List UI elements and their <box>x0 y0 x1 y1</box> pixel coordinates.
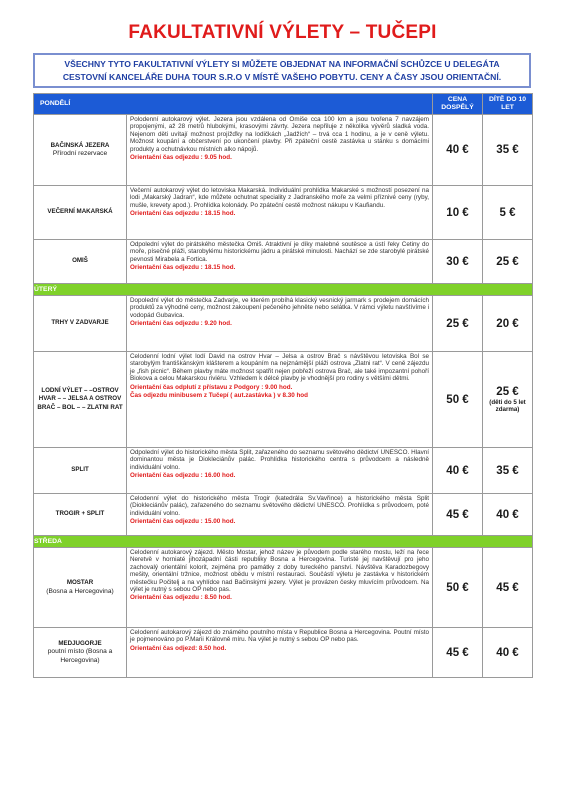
trip-name: LODNÍ VÝLET – –OSTROV HVAR – – JELSA A OSTROV BRAČ – BOL – – ZLATNI RAT <box>37 387 123 411</box>
trip-name-cell <box>34 548 127 628</box>
trip-description-cell <box>127 352 433 448</box>
trips-table <box>33 93 533 678</box>
departure-time: Orientační čas odplutí z přístavu z Podgory : 9.00 hod. <box>130 383 293 391</box>
trip-name-cell <box>34 186 127 240</box>
child-price-cell <box>483 628 533 678</box>
departure-time: Orientační čas odjezdu : 18.15 hod. <box>130 210 236 218</box>
table-header-row <box>34 94 533 115</box>
trip-row <box>34 628 533 678</box>
child-price-cell <box>483 186 533 240</box>
child-price-header: DÍTĚ DO 10 LET <box>483 94 533 115</box>
trip-subtitle: (Bosna a Hercegovina) <box>46 587 114 595</box>
trip-description-cell <box>127 186 433 240</box>
child-price-cell <box>483 494 533 536</box>
trip-description: Večerní autokarový výlet do letoviska Makarská. Individuální prohlídka Makarské s možností posezení na lodi „Makarský Jadran“, kde můžete ochutnat speciality z Jadranského moře za velmi příznivé ceny (ryby, mušle, krevety apod.). Prohlídka kolonády. Po zpáteční cestě možnost nákupu v Kaufiandu. <box>130 187 429 209</box>
day-section-label: ÚTERÝ <box>34 284 533 296</box>
notice-line-2: CESTOVNÍ KANCELÁŘE DUHA TOUR S.R.O V MÍSTĚ VAŠEHO POBYTU. CENY A ČASY JSOU ORIENTAČNÍ. <box>62 71 502 82</box>
order-notice <box>33 53 531 88</box>
trip-subtitle: Přírodní rezervace <box>52 150 108 157</box>
adult-price: 30 € <box>433 240 483 284</box>
child-price-cell <box>483 296 533 352</box>
day-section-row <box>34 284 533 296</box>
trip-row <box>34 448 533 494</box>
trip-description-cell <box>127 494 433 536</box>
trip-name-cell <box>34 352 127 448</box>
child-price-cell <box>483 240 533 284</box>
trip-description: Polodenní autokarový výlet. Jezera jsou vzdálena od Omiše cca 100 km a jsou tvořena 7 navzájem propojenými, až 28 metrů hlubokými, krasovými závrty. Jezera nepřiluje z několika vývěrů sladká voda. Nejenom děti uvítají možnost projížďky na lodičkách „Jadžích“ – trvá cca 1 hodinu, a je v ceně výletu. Možnost koupání a občerstvení po ukončení plavby. Při zpáteční cestě zastávka u stánku s domácími produkty a ochutnávkou místních alko nápojů. <box>130 116 429 153</box>
trip-name-cell <box>34 115 127 186</box>
trip-description: Celodenní autokarový zájezd do známého poutního místa v Republice Bosna a Hercegovina. Poutní místo je pojmenováno po P.Marii Královně míru. Na výlet je nutný s sebou OP nebo pas. <box>130 629 429 644</box>
adult-price: 45 € <box>433 494 483 536</box>
trip-name: TROGIR + SPLIT <box>55 510 105 518</box>
child-price: 25 € <box>496 385 519 398</box>
trip-name: BAČINSKÁ JEZERA <box>50 141 110 149</box>
child-price: 45 € <box>496 581 519 594</box>
adult-price: 25 € <box>433 296 483 352</box>
child-price-cell <box>483 448 533 494</box>
adult-price: 40 € <box>433 115 483 186</box>
trip-description: Odpolední výlet do pirátského městečka Omiš. Atraktivní je díky malebné soutěsce a ústí řeky Cetiny do moře, písečné pláži, starobylému historickému jádru a pirátské minulosti. Nachází se zde starobylé pirátské pevnosti Mirabela a Fortica. <box>130 241 429 263</box>
child-price: 40 € <box>496 508 519 521</box>
trip-row <box>34 240 533 284</box>
trip-row <box>34 296 533 352</box>
trip-row <box>34 186 533 240</box>
trip-row <box>34 115 533 186</box>
trip-name-cell <box>34 448 127 494</box>
child-price: 5 € <box>499 206 516 219</box>
trip-row <box>34 352 533 448</box>
child-price: 40 € <box>496 646 519 659</box>
trip-name: OMIŠ <box>72 257 88 265</box>
adult-price: 40 € <box>433 448 483 494</box>
trip-description-cell <box>127 448 433 494</box>
child-price-note: (děti do 5 let zdarma) <box>489 398 526 413</box>
notice-line-1: VŠECHNY TYTO FAKULTATIVNÍ VÝLETY SI MŮŽETE OBJEDNAT NA INFORMAČNÍ SCHŮZCE U DELEGÁTA <box>64 59 500 69</box>
child-price: 35 € <box>496 144 519 156</box>
child-price-cell <box>483 115 533 186</box>
adult-price: 45 € <box>433 628 483 678</box>
departure-time: Orientační čas odjezdu : 16.00 hod. <box>130 472 236 480</box>
trip-name: VEČERNÍ MAKARSKÁ <box>47 208 113 216</box>
adult-price: 10 € <box>433 186 483 240</box>
adult-price: 50 € <box>433 548 483 628</box>
trip-description-cell <box>127 628 433 678</box>
departure-time: Orientační čas odjezdu : 8.50 hod. <box>130 594 232 602</box>
child-price-cell <box>483 352 533 448</box>
trip-name-cell <box>34 240 127 284</box>
departure-time: Orientační čas odjezdu : 15.00 hod. <box>130 518 236 526</box>
page-title: FAKULTATIVNÍ VÝLETY – TUČEPI <box>128 22 437 43</box>
departure-time: Orientační čas odjezd: 8.50 hod. <box>130 644 227 652</box>
trip-name: SPLIT <box>71 466 89 474</box>
trip-name: MOSTAR <box>66 579 94 587</box>
trip-name-cell <box>34 628 127 678</box>
trip-name-cell <box>34 296 127 352</box>
trip-row <box>34 494 533 536</box>
child-price: 35 € <box>496 464 519 477</box>
trip-description-cell <box>127 548 433 628</box>
adult-price-header: CENA DOSPĚLÝ <box>433 94 483 115</box>
trip-subtitle: poutní místo (Bosna a Hercegovina) <box>47 648 113 664</box>
trip-description-cell <box>127 115 433 186</box>
trip-description: Celodenní lodní výlet lodí David na ostrov Hvar – Jelsa a ostrov Brač s návštěvou letoviska Bol se starobylým františkánským klášterem a koupáním na nejznámější pláži ostrova „Zlatni rat“. V ceně zájezdu je „fish picnic“. Během plavby máte možnost spatřit nejen pobřeží ostrova Brač, ale také impozantní pohoří Biokova a celou Makarskou riviéru. Vzhledem k délcé plavby je vhodnější pro rodiny s většími dětmi. <box>130 353 429 383</box>
day-section-label: STŘEDA <box>34 536 533 548</box>
day-section-row <box>34 536 533 548</box>
departure-time-minibus: Čas odjezdu minibusem z Tučepí ( aut.zastávka ) v 8.30 hod <box>130 392 308 400</box>
trip-row <box>34 548 533 628</box>
trip-name: TRHY V ZADVARJE <box>51 319 109 327</box>
trip-name-cell <box>34 494 127 536</box>
trip-description: Celodenní výlet do historického města Trogir (katedrála Sv.Vavřince) a historického města Split (Diokleciánův palác), zařazeného do seznamu světového dědictví UNESCO. Prohlídka s průvodcem, poté individuální volno. <box>130 495 429 517</box>
departure-time: Orientační čas odjezdu : 18.15 hod. <box>130 264 236 272</box>
child-price: 20 € <box>496 317 519 330</box>
trip-description: Odpolední výlet do historického města Split, zařazeného do seznamu světového dědictví UNESCO. Hlavní dominantou města je Diokleciánův palác. Prohlídka historického centra s průvodcem a následně individuální volno. <box>130 449 429 471</box>
child-price-cell <box>483 548 533 628</box>
trip-description-cell <box>127 296 433 352</box>
trip-description: Dopolední výlet do městečka Zadvarje, ve kterém probíhá klasický vesnický jarmark s prodejem domácích produktů za výhodné ceny, možnost zakoupení pečeného jehněte nebo selátka. V rámci výletu navštívíme i vodopád Gubavica. <box>130 297 429 319</box>
trip-name: MEDJUGORJE <box>58 640 102 648</box>
departure-time: Orientační čas odjezdu : 9.05 hod. <box>130 154 232 162</box>
child-price: 25 € <box>496 255 519 268</box>
day-header: PONDĚLÍ <box>34 94 433 115</box>
trip-description: Celodenní autokarový zájezd. Město Mostar, jehož název je původem podle starého mostu, leží na řece Neretvě v horniaté jihozápadní části republiky Bosna a Hercegovina. Turisté jej navštěvují pro jeho zachovalý orientální kolorit, zejména pro památky z doby tureckého panství. Návštěva Karadozbegovy mešity, orientální tržnice, možnost obědu v místní restauraci. Součástí výletu je zastávka v historickém městečku Počitelj a na vyhlídce nad Bačinskými jezery. Výlet je provázen česky mluvícím průvodcem. Na výlet je nutný s sebou OP nebo pas. <box>130 549 429 594</box>
departure-time: Orientační čas odjezdu : 9.20 hod. <box>130 320 232 328</box>
trip-description-cell <box>127 240 433 284</box>
adult-price: 50 € <box>433 352 483 448</box>
